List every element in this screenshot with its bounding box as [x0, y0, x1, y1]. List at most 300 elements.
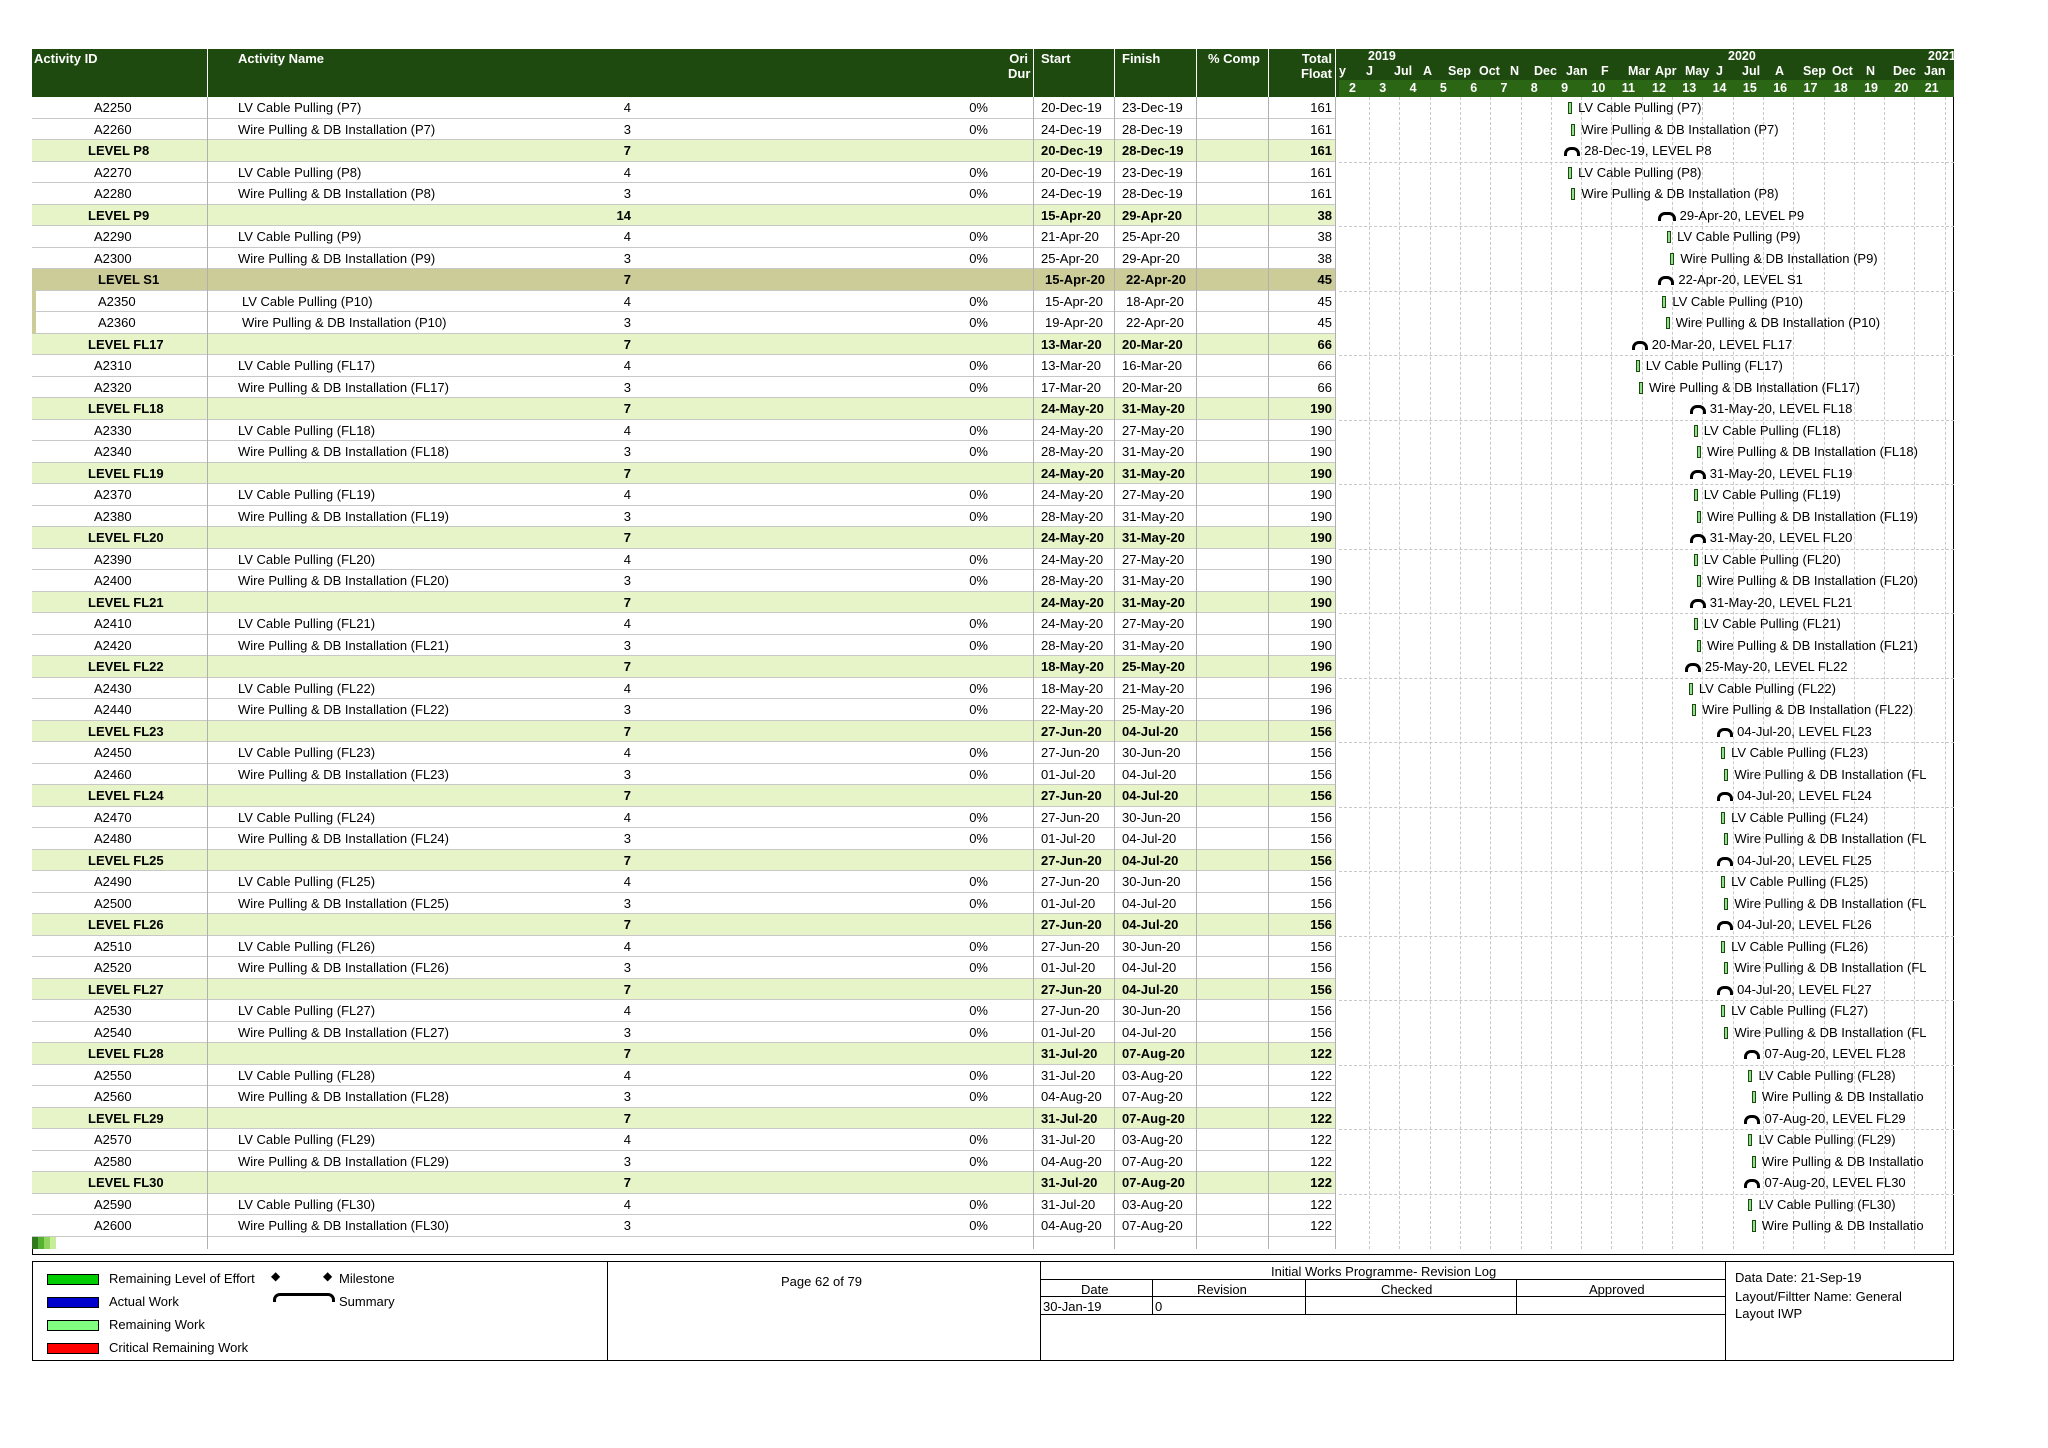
header-activity-name[interactable]: Activity Name — [238, 51, 324, 66]
activity-bar[interactable] — [1697, 575, 1701, 587]
start-date: 01-Jul-20 — [1041, 895, 1096, 911]
activity-row[interactable] — [32, 764, 1336, 786]
activity-id: A2440 — [94, 702, 132, 717]
activity-bar[interactable] — [1724, 898, 1728, 910]
wbs-summary-row[interactable] — [32, 850, 1336, 872]
activity-bar[interactable] — [1697, 511, 1701, 523]
activity-bar[interactable] — [1571, 188, 1575, 200]
activity-bar[interactable] — [1667, 231, 1671, 243]
start-date: 28-May-20 — [1041, 444, 1104, 459]
timeline-gridline — [1369, 97, 1370, 1249]
summary-bar[interactable] — [1690, 405, 1706, 414]
activity-bar[interactable] — [1694, 554, 1698, 566]
activity-bar[interactable] — [1721, 1005, 1725, 1017]
timeline-periods — [1339, 80, 1954, 97]
legend-swatch-actual — [47, 1297, 99, 1308]
timeline-row-rule — [1339, 1194, 1954, 1195]
pct-complete: 0% — [969, 1153, 988, 1169]
activity-name: LV Cable Pulling (P10) — [242, 293, 373, 309]
activity-id: A2570 — [94, 1132, 132, 1147]
start-date: 20-Dec-19 — [1041, 143, 1103, 158]
header-orig-dur[interactable]: Ori — [1009, 51, 1028, 66]
orig-duration: 7 — [623, 594, 631, 610]
legend-swatch-critical — [47, 1343, 99, 1354]
activity-name: Wire Pulling & DB Installation (FL20) — [238, 573, 449, 588]
timeline-row-rule — [1339, 355, 1954, 356]
orig-duration: 4 — [623, 874, 631, 889]
wbs-summary-row[interactable] — [32, 1172, 1336, 1194]
activity-row[interactable] — [32, 699, 1336, 721]
wbs-summary-row[interactable] — [32, 463, 1336, 485]
start-date: 01-Jul-20 — [1041, 831, 1096, 846]
total-float: 190 — [1310, 444, 1332, 459]
summary-bar[interactable] — [1717, 792, 1733, 801]
start-date: 01-Jul-20 — [1041, 1024, 1096, 1040]
gantt-timeline[interactable] — [1339, 97, 1954, 1249]
activity-row[interactable] — [32, 828, 1336, 850]
finish-date: 31-May-20 — [1122, 594, 1185, 610]
header-divider — [1196, 49, 1197, 97]
pct-complete: 0% — [969, 1024, 988, 1040]
activity-id: A2310 — [94, 358, 132, 373]
activity-bar-label: Wire Pulling & DB Installatio — [1761, 1089, 1924, 1104]
orig-duration: 7 — [623, 530, 631, 545]
total-float: 122 — [1310, 1132, 1332, 1147]
activity-row[interactable] — [32, 97, 1336, 119]
orig-duration: 7 — [623, 1175, 631, 1190]
activity-row[interactable] — [32, 1086, 1336, 1108]
month-label: F — [1601, 64, 1609, 78]
activity-bar[interactable] — [1636, 360, 1640, 372]
summary-bar-label: 22-Apr-20, LEVEL S1 — [1678, 272, 1803, 287]
activity-bar[interactable] — [1689, 683, 1693, 695]
page-footer — [32, 1261, 1954, 1361]
timeline-row-rule — [1339, 1129, 1954, 1130]
orig-duration: 4 — [623, 1196, 631, 1212]
finish-date: 22-Apr-20 — [1126, 272, 1186, 287]
activity-id: LEVEL FL18 — [88, 401, 164, 416]
pct-complete: 0% — [969, 616, 988, 631]
finish-date: 28-Dec-19 — [1122, 186, 1183, 201]
wbs-summary-row[interactable] — [32, 140, 1336, 162]
activity-bar-label: Wire Pulling & DB Installation (FL — [1734, 895, 1927, 911]
activity-row[interactable] — [32, 1000, 1336, 1022]
start-date: 15-Apr-20 — [1045, 293, 1103, 309]
month-label: Sep — [1803, 64, 1826, 78]
finish-date: 07-Aug-20 — [1122, 1218, 1183, 1233]
summary-bar[interactable] — [1744, 1115, 1760, 1124]
activity-bar[interactable] — [1721, 812, 1725, 824]
orig-duration: 7 — [623, 143, 631, 158]
start-date: 28-May-20 — [1041, 508, 1104, 524]
start-date: 24-May-20 — [1041, 422, 1104, 438]
summary-bar[interactable] — [1717, 857, 1733, 866]
activity-row[interactable] — [32, 742, 1336, 764]
activity-bar[interactable] — [1724, 833, 1728, 845]
activity-row[interactable] — [32, 248, 1336, 270]
activity-id: A2460 — [94, 766, 132, 782]
timeline-row-rule — [1339, 549, 1954, 550]
activity-bar[interactable] — [1752, 1156, 1756, 1168]
total-float: 45 — [1317, 315, 1332, 330]
pct-complete: 0% — [969, 358, 988, 373]
layout-name-2: Layout IWP — [1735, 1306, 1803, 1321]
activity-bar[interactable] — [1666, 317, 1670, 329]
orig-duration: 3 — [623, 379, 631, 395]
total-float: 38 — [1317, 250, 1332, 266]
activity-name: LV Cable Pulling (FL18) — [238, 422, 376, 438]
start-date: 27-Jun-20 — [1041, 723, 1102, 739]
orig-duration: 3 — [623, 444, 631, 459]
summary-bar[interactable] — [1658, 212, 1675, 221]
activity-bar[interactable] — [1748, 1134, 1752, 1146]
activity-id: A2270 — [94, 164, 132, 180]
activity-row[interactable] — [32, 570, 1336, 592]
pct-complete: 0% — [969, 551, 988, 567]
activity-bar-label: LV Cable Pulling (FL19) — [1703, 487, 1841, 502]
pct-complete: 0% — [969, 766, 988, 782]
orig-duration: 3 — [623, 1153, 631, 1169]
total-float: 66 — [1317, 336, 1332, 352]
year-label: 2020 — [1728, 49, 1756, 63]
wbs-summary-row[interactable] — [32, 1108, 1336, 1130]
summary-bar-label: 25-May-20, LEVEL FL22 — [1704, 659, 1848, 674]
activity-id: A2370 — [94, 487, 132, 502]
wbs-summary-row[interactable] — [32, 592, 1336, 614]
activity-row[interactable] — [32, 1151, 1336, 1173]
total-float: 190 — [1310, 594, 1332, 610]
activity-row[interactable] — [32, 807, 1336, 829]
activity-row[interactable] — [32, 291, 1336, 313]
wbs-summary-row[interactable] — [32, 205, 1336, 227]
data-date: Data Date: 21-Sep-19 — [1735, 1270, 1862, 1285]
activity-bar[interactable] — [1721, 747, 1725, 759]
activity-bar-label: LV Cable Pulling (P10) — [1672, 293, 1803, 309]
timeline-row-rule — [1339, 1065, 1954, 1066]
pct-complete: 0% — [969, 487, 988, 502]
activity-bar-label: Wire Pulling & DB Installation (FL — [1734, 831, 1927, 846]
activity-bar[interactable] — [1697, 640, 1701, 652]
orig-duration: 7 — [623, 465, 631, 481]
orig-duration: 4 — [623, 938, 631, 954]
activity-bar[interactable] — [1721, 941, 1725, 953]
activity-row[interactable] — [32, 1065, 1336, 1087]
activity-row[interactable] — [32, 1129, 1336, 1151]
finish-date: 07-Aug-20 — [1122, 1175, 1185, 1190]
revlog-col-checked: Checked — [1381, 1282, 1433, 1297]
activity-row[interactable] — [32, 549, 1336, 571]
wbs-summary-row[interactable] — [32, 527, 1336, 549]
wbs-summary-row[interactable] — [32, 979, 1336, 1001]
summary-bar[interactable] — [1685, 663, 1701, 672]
finish-date: 28-Dec-19 — [1122, 121, 1183, 137]
total-float: 196 — [1310, 702, 1332, 717]
total-float: 190 — [1310, 422, 1332, 438]
timeline-row-rule — [1339, 1000, 1954, 1001]
finish-date: 04-Jul-20 — [1122, 766, 1177, 782]
activity-name: Wire Pulling & DB Installation (FL29) — [238, 1153, 449, 1169]
total-float: 196 — [1310, 659, 1332, 674]
wbs-summary-row[interactable] — [32, 334, 1336, 356]
footer-divider — [1516, 1279, 1517, 1314]
activity-name: Wire Pulling & DB Installation (FL17) — [238, 379, 449, 395]
timeline-row-rule — [1339, 678, 1954, 679]
wbs-summary-row[interactable] — [32, 1043, 1336, 1065]
start-date: 31-Jul-20 — [1041, 1046, 1098, 1061]
activity-id: A2340 — [94, 444, 132, 459]
activity-name: LV Cable Pulling (P7) — [238, 100, 362, 115]
summary-bar[interactable] — [1717, 728, 1733, 737]
column-divider — [1033, 97, 1034, 1249]
pct-complete: 0% — [969, 121, 988, 137]
finish-date: 30-Jun-20 — [1122, 938, 1181, 954]
month-label: A — [1775, 64, 1785, 78]
activity-row[interactable] — [32, 1022, 1336, 1044]
activity-row[interactable] — [32, 355, 1336, 377]
summary-bar[interactable] — [1690, 599, 1706, 608]
wbs-summary-row[interactable] — [32, 656, 1336, 678]
activity-bar[interactable] — [1724, 769, 1728, 781]
total-float: 161 — [1310, 100, 1332, 115]
activity-row[interactable] — [32, 226, 1336, 248]
activity-row[interactable] — [32, 162, 1336, 184]
finish-date: 04-Jul-20 — [1122, 1024, 1177, 1040]
finish-date: 30-Jun-20 — [1122, 809, 1181, 825]
period-number: 6 — [1470, 81, 1478, 95]
activity-name: LV Cable Pulling (FL26) — [238, 938, 376, 954]
activity-bar[interactable] — [1748, 1199, 1752, 1211]
orig-duration: 3 — [623, 121, 631, 137]
summary-bar[interactable] — [1690, 470, 1706, 479]
activity-bar[interactable] — [1568, 167, 1572, 179]
activity-row[interactable] — [32, 506, 1336, 528]
milestone-icon: ◆ — [323, 1269, 333, 1283]
pct-complete: 0% — [969, 1132, 988, 1147]
activity-id: LEVEL FL28 — [88, 1046, 164, 1061]
total-float: 122 — [1310, 1196, 1332, 1212]
activity-row[interactable] — [32, 936, 1336, 958]
timeline-row-rule — [1339, 807, 1954, 808]
header-total-float[interactable]: Total — [1301, 51, 1332, 66]
start-date: 28-May-20 — [1041, 573, 1104, 588]
start-date: 25-Apr-20 — [1041, 250, 1099, 266]
finish-date: 07-Aug-20 — [1122, 1110, 1185, 1126]
activity-bar-label: LV Cable Pulling (FL22) — [1698, 680, 1836, 696]
summary-bar[interactable] — [1717, 921, 1733, 930]
total-float: 38 — [1317, 207, 1332, 223]
finish-date: 25-May-20 — [1122, 659, 1185, 674]
start-date: 27-Jun-20 — [1041, 938, 1100, 954]
legend-remaining-label: Remaining Work — [109, 1317, 205, 1332]
activity-name: Wire Pulling & DB Installation (P10) — [242, 315, 447, 330]
activity-row[interactable] — [32, 871, 1336, 893]
activity-bar[interactable] — [1697, 446, 1701, 458]
summary-bar[interactable] — [1632, 341, 1648, 350]
activity-id: A2600 — [94, 1218, 132, 1233]
finish-date: 20-Mar-20 — [1122, 336, 1183, 352]
activity-name: LV Cable Pulling (FL25) — [238, 874, 376, 889]
activity-bar-label: LV Cable Pulling (FL27) — [1731, 1003, 1869, 1018]
activity-bar-label: LV Cable Pulling (FL18) — [1703, 422, 1841, 438]
activity-id: LEVEL FL21 — [88, 594, 164, 610]
month-label: Dec — [1534, 64, 1557, 78]
activity-row[interactable] — [32, 484, 1336, 506]
column-divider — [1268, 97, 1269, 1249]
activity-bar-label: LV Cable Pulling (FL20) — [1703, 551, 1841, 567]
activity-bar[interactable] — [1568, 102, 1572, 114]
orig-duration: 3 — [623, 573, 631, 588]
activity-row[interactable] — [32, 613, 1336, 635]
activity-bar[interactable] — [1662, 296, 1666, 308]
activity-id: A2510 — [94, 938, 132, 954]
activity-bar-label: LV Cable Pulling (P9) — [1677, 229, 1801, 244]
activity-bar[interactable] — [1724, 962, 1728, 974]
activity-id: A2350 — [98, 293, 136, 309]
total-float: 156 — [1310, 1024, 1332, 1040]
activity-bar[interactable] — [1724, 1027, 1728, 1039]
pct-complete: 0% — [969, 637, 988, 653]
activity-bar-label: Wire Pulling & DB Installation (FL — [1734, 766, 1927, 782]
pct-complete: 0% — [969, 250, 988, 266]
footer-rule — [1040, 1279, 1725, 1280]
finish-date: 04-Jul-20 — [1122, 831, 1177, 846]
activity-id: A2500 — [94, 895, 132, 911]
activity-bar[interactable] — [1670, 253, 1674, 265]
summary-bar[interactable] — [1717, 986, 1733, 995]
total-float: 190 — [1310, 616, 1332, 631]
activity-bar[interactable] — [1748, 1070, 1752, 1082]
header-finish[interactable]: Finish — [1122, 51, 1161, 66]
start-date: 27-Jun-20 — [1041, 852, 1102, 868]
start-date: 04-Aug-20 — [1041, 1153, 1102, 1169]
finish-date: 20-Mar-20 — [1122, 379, 1182, 395]
header-pct-comp[interactable]: % Comp — [1208, 51, 1260, 66]
activity-bar[interactable] — [1639, 382, 1643, 394]
activity-name: Wire Pulling & DB Installation (FL18) — [238, 444, 449, 459]
summary-bar-label: 04-Jul-20, LEVEL FL26 — [1737, 917, 1872, 932]
activity-bar[interactable] — [1721, 876, 1725, 888]
activity-row[interactable] — [32, 635, 1336, 657]
activity-bar[interactable] — [1571, 124, 1575, 136]
orig-duration: 7 — [623, 852, 631, 868]
orig-duration: 4 — [623, 422, 631, 438]
activity-row[interactable] — [32, 312, 1336, 334]
footer-divider — [1305, 1279, 1306, 1314]
orig-duration: 3 — [623, 702, 631, 717]
activity-bar[interactable] — [1752, 1091, 1756, 1103]
activity-bar[interactable] — [1694, 489, 1698, 501]
activity-row[interactable] — [32, 377, 1336, 399]
summary-bar[interactable] — [1744, 1050, 1760, 1059]
total-float: 190 — [1310, 508, 1332, 524]
activity-row[interactable] — [32, 957, 1336, 979]
activity-id: LEVEL FL27 — [88, 981, 164, 997]
finish-date: 07-Aug-20 — [1122, 1089, 1183, 1104]
start-date: 24-May-20 — [1041, 401, 1104, 416]
activity-row[interactable] — [32, 893, 1336, 915]
year-label: 2019 — [1368, 49, 1396, 63]
summary-bar-label: 31-May-20, LEVEL FL21 — [1709, 594, 1853, 610]
total-float: 122 — [1310, 1046, 1332, 1061]
summary-bar[interactable] — [1744, 1179, 1760, 1188]
activity-name: LV Cable Pulling (FL17) — [238, 358, 376, 373]
activity-id: A2560 — [94, 1089, 132, 1104]
timeline-row-rule — [1339, 936, 1954, 937]
activity-row[interactable] — [32, 678, 1336, 700]
period-number: 2 — [1349, 81, 1356, 95]
activity-id: A2300 — [94, 250, 132, 266]
wbs-summary-row[interactable] — [32, 914, 1336, 936]
period-number: 10 — [1591, 81, 1606, 95]
activity-id: A2430 — [94, 680, 132, 696]
orig-duration: 7 — [623, 917, 631, 932]
wbs-summary-row[interactable] — [32, 269, 1336, 291]
activity-id: LEVEL FL19 — [88, 465, 164, 481]
finish-date: 31-May-20 — [1122, 401, 1185, 416]
wbs-summary-row[interactable] — [32, 398, 1336, 420]
activity-name: LV Cable Pulling (FL30) — [238, 1196, 376, 1212]
activity-bar[interactable] — [1692, 704, 1696, 716]
total-float: 156 — [1310, 938, 1332, 954]
summary-bar[interactable] — [1564, 147, 1580, 156]
finish-date: 04-Jul-20 — [1122, 895, 1177, 911]
summary-bar-label: 20-Mar-20, LEVEL FL17 — [1651, 336, 1793, 352]
activity-bar-label: LV Cable Pulling (FL26) — [1731, 938, 1869, 954]
total-float: 122 — [1310, 1153, 1332, 1169]
total-float: 45 — [1317, 293, 1332, 309]
start-date: 13-Mar-20 — [1041, 336, 1102, 352]
period-number: 13 — [1682, 81, 1697, 95]
activity-row[interactable] — [32, 1215, 1336, 1237]
timeline-row-rule — [1339, 484, 1954, 485]
activity-row[interactable] — [32, 420, 1336, 442]
month-label: May — [1685, 64, 1710, 78]
total-float: 156 — [1310, 874, 1332, 889]
summary-bar[interactable] — [1690, 534, 1706, 543]
activity-bar[interactable] — [1752, 1220, 1756, 1232]
summary-bar-label: 31-May-20, LEVEL FL19 — [1709, 465, 1853, 481]
start-date: 24-Dec-19 — [1041, 121, 1102, 137]
activity-bar[interactable] — [1694, 425, 1698, 437]
finish-date: 22-Apr-20 — [1126, 315, 1184, 330]
wbs-summary-row[interactable] — [32, 785, 1336, 807]
pct-complete: 0% — [969, 379, 988, 395]
activity-row[interactable] — [32, 441, 1336, 463]
period-number: 5 — [1439, 81, 1447, 95]
finish-date: 25-Apr-20 — [1122, 229, 1180, 244]
activity-id: LEVEL FL17 — [88, 336, 164, 352]
header-start[interactable]: Start — [1041, 51, 1071, 66]
activity-name: Wire Pulling & DB Installation (P8) — [238, 186, 436, 201]
orig-duration: 4 — [623, 551, 631, 567]
total-float: 190 — [1310, 487, 1332, 502]
summary-bar[interactable] — [1658, 276, 1674, 285]
month-label: Apr — [1655, 64, 1677, 78]
activity-bar-label: LV Cable Pulling (FL25) — [1731, 874, 1869, 889]
orig-duration: 3 — [623, 250, 631, 266]
legend-swatch-remaining — [47, 1320, 99, 1331]
header-activity-id[interactable]: Activity ID — [34, 51, 98, 66]
activity-row[interactable] — [32, 119, 1336, 141]
activity-row[interactable] — [32, 1194, 1336, 1216]
activity-row[interactable] — [32, 183, 1336, 205]
month-label: J — [1716, 64, 1723, 78]
activity-bar[interactable] — [1694, 618, 1698, 630]
orig-duration: 4 — [623, 745, 631, 760]
activity-id: A2520 — [94, 960, 132, 975]
wbs-summary-row[interactable] — [32, 721, 1336, 743]
activity-bar-label: Wire Pulling & DB Installation (FL17) — [1649, 379, 1860, 395]
